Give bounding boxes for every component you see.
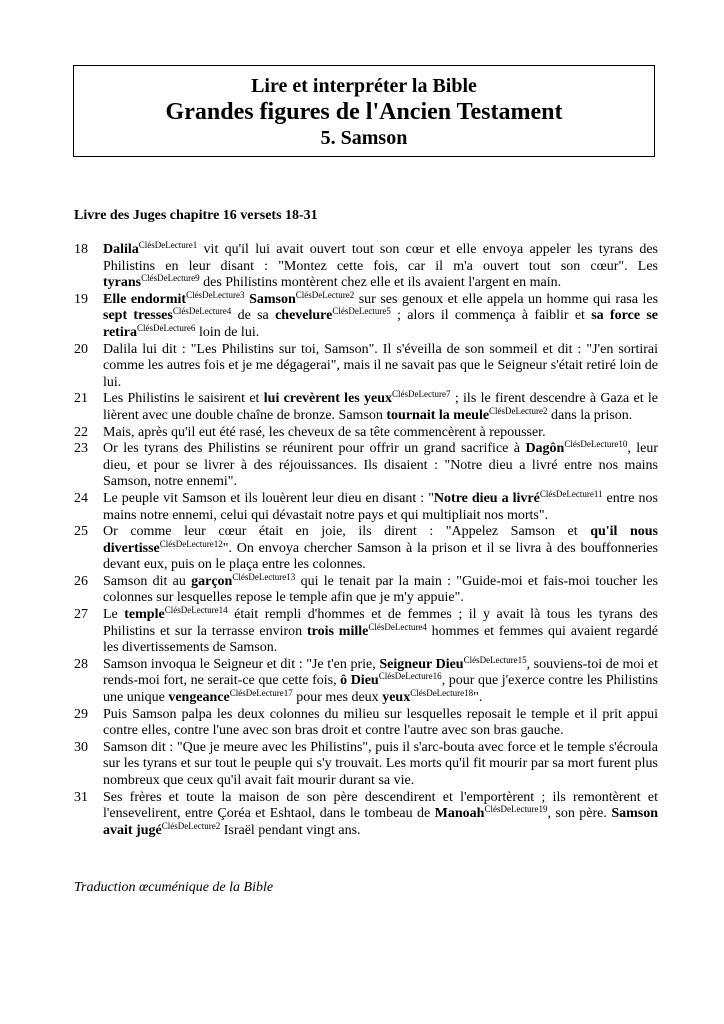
verse-text-segment: Samson invoqua le Seigneur et dit : "Je t'en prie,	[103, 656, 380, 672]
reading-key-reference: ClésDeLecture14	[164, 605, 228, 616]
verse-text-segment: hommes et femmes qui avaient regardé les divertissements de Samson.	[103, 623, 658, 656]
verse-text	[103, 391, 658, 424]
verse-text	[103, 740, 658, 790]
verse-26	[74, 571, 658, 607]
key-phrase: vengeance	[168, 690, 230, 706]
verse-text-segment: Israël pendant vingt ans.	[220, 822, 361, 838]
verse-text-segment: entre nos mains notre ennemi, celui qui dévastait notre pays et qui multipliait nos morts".	[103, 490, 658, 523]
reading-key-reference: ClésDeLecture9	[141, 273, 200, 284]
verse-number: 29	[74, 706, 88, 722]
verse-text-segment: Samson dit au	[103, 573, 192, 589]
verse-28	[74, 654, 659, 707]
verse-text-segment: Or les tyrans des Philistins se réunirent pour offrir un grand sacrifice à	[103, 441, 526, 457]
verse-number: 28	[74, 656, 88, 672]
verse-list	[74, 242, 658, 839]
verse-number: 24	[74, 490, 88, 506]
key-phrase: Elle endormit	[103, 291, 187, 307]
key-phrase: Dagôn	[525, 441, 565, 457]
verse-text	[103, 242, 658, 292]
verse-number: 30	[74, 739, 88, 755]
reading-key-reference: ClésDeLecture10	[564, 439, 628, 450]
verse-text-segment: Dalila lui dit : "Les Philistins sur toi, Samson". Il s'éveilla de son sommeil et dit : "J'en sortirai comme les autres fois et je me dégagerai", mais il ne savait pas que le Seigneur s'était retiré loin de lui.	[103, 341, 658, 390]
reading-key-reference: ClésDeLecture2	[489, 405, 548, 416]
verse-text	[103, 607, 658, 657]
verse-number: 23	[74, 441, 88, 457]
verse-number: 18	[74, 242, 88, 257]
verse-number: 20	[74, 341, 88, 357]
verse-29	[74, 707, 658, 740]
key-phrase: garçon	[191, 573, 233, 589]
verse-text-segment: était rempli d'hommes et de femmes ; il y avait là tous les tyrans des Philistins et sur la terrasse environ	[103, 607, 658, 639]
reading-key-reference: ClésDeLecture17	[229, 688, 293, 699]
key-phrase: tournait la meule	[386, 407, 490, 423]
verse-18	[74, 242, 658, 292]
verse-25	[74, 524, 658, 574]
reading-key-reference: ClésDeLecture4	[368, 621, 427, 632]
verse-text-segment: vit qu'il lui avait ouvert tout son cœur et elle envoya appeler les tyrans des Philistins en leur disant : "Montez cette fois, car il m'a ouvert tout son cœur". Les	[103, 242, 658, 274]
verse-text-segment: ". On envoya chercher Samson à la prison et il se livra à des bouffonneries devant eux, puis on le plaça entre les colonnes.	[103, 540, 658, 573]
reading-key-reference: ClésDeLecture15	[463, 654, 527, 665]
verse-text-segment: Le	[103, 607, 125, 623]
verse-text-segment: ; alors il commença à faiblir et	[390, 308, 592, 324]
verse-text-segment: , son père.	[547, 806, 612, 822]
reading-key-reference: ClésDeLecture12	[159, 538, 223, 549]
series-title: Lire et interpréter la Bible	[251, 75, 477, 97]
key-phrase: ô Dieu	[340, 673, 379, 689]
reading-key-reference: ClésDeLecture16	[378, 671, 442, 682]
verse-number: 19	[74, 291, 88, 307]
reading-key-reference: ClésDeLecture4	[172, 306, 232, 317]
reading-key-reference: ClésDeLecture2	[295, 289, 355, 300]
verse-27	[74, 607, 658, 657]
verse-number: 21	[74, 391, 88, 407]
title-box	[73, 65, 655, 157]
reading-key-reference: ClésDeLecture5	[332, 306, 391, 317]
verse-text-segment: , souviens-toi de moi et rends-moi fort, ne serait-ce que cette fois,	[103, 656, 659, 689]
verse-text	[103, 441, 658, 491]
key-phrase: sa force se retira	[103, 308, 658, 340]
reading-key-reference: ClésDeLecture11	[539, 488, 603, 499]
document-title: Grandes figures de l'Ancien Testament	[165, 99, 563, 125]
verse-text	[103, 289, 659, 342]
verse-20	[74, 342, 658, 392]
verse-text	[103, 524, 658, 574]
verse-text-segment: ".	[473, 690, 483, 706]
verse-text	[103, 488, 658, 524]
verse-text	[103, 571, 658, 607]
chapter-title: 5. Samson	[320, 127, 408, 149]
key-phrase: tyrans	[103, 275, 142, 291]
verse-31	[74, 790, 658, 840]
verse-number: 27	[74, 607, 88, 623]
verse-21	[74, 391, 658, 424]
verse-number: 25	[74, 524, 88, 540]
key-phrase: Dalila	[103, 242, 139, 257]
verse-text-segment: Samson dit : "Que je meure avec les Philistins", puis il s'arc-bouta avec force et le temple s'écroula sur les tyrans et sur tout le peuple qui s'y trouvait. Les morts qu'il fit mourir par sa mort furent plus nombreux que ceux qu'il avait fait mourir durant sa vie.	[103, 739, 658, 788]
reading-key-reference: ClésDeLecture6	[136, 322, 196, 333]
verse-text	[103, 342, 658, 392]
key-phrase: Notre dieu a livré	[433, 490, 540, 506]
translation-credit: Traduction œcuménique de la Bible	[74, 880, 274, 895]
verse-text-segment: Puis Samson palpa les deux colonnes du milieu sur lesquelles reposait le temple et il prit appui contre elles, contre l'une avec son bras droit et contre l'autre avec son bras gauche.	[103, 706, 658, 739]
key-phrase: lui crevèrent les yeux	[263, 391, 393, 407]
reading-key-reference: ClésDeLecture2	[161, 820, 221, 831]
verse-text-segment: , leur dieu, et pour se livrer à des réjouissances. Ils disaient : "Notre dieu a livré entre nos mains Samson, notre ennemi".	[103, 441, 659, 490]
verse-number: 31	[74, 789, 88, 805]
reading-key-reference: ClésDeLecture3	[186, 289, 245, 300]
verse-number: 22	[74, 424, 88, 440]
verse-text-segment: dans la prison.	[547, 407, 633, 423]
verse-text	[103, 790, 658, 840]
verse-text-segment: de sa	[231, 308, 276, 324]
verse-text	[103, 707, 658, 740]
key-phrase: trois mille	[307, 623, 369, 639]
key-phrase: Samson avait jugé	[103, 806, 658, 838]
key-phrase: sept tresses	[103, 308, 173, 324]
verse-text-segment: Mais, après qu'il eut été rasé, les cheveux de sa tête commencèrent à repousser.	[103, 424, 546, 440]
verse-text-segment: ; ils le firent descendre à Gaza et le lièrent avec une double chaîne de bronze. Samson	[103, 391, 658, 423]
verse-text-segment: pour mes deux	[292, 690, 383, 706]
verse-text-segment: Les Philistins le saisirent et	[103, 391, 264, 407]
key-phrase: Manoah	[434, 806, 485, 822]
verse-23	[74, 441, 658, 491]
key-phrase: chevelure	[275, 308, 333, 324]
verse-30	[74, 740, 658, 790]
key-phrase: Samson	[249, 291, 296, 307]
verse-text-segment: , pour que j'exerce contre les Philistins une unique	[103, 673, 658, 706]
reading-key-reference: ClésDeLecture7	[392, 389, 451, 400]
verse-text-segment: Le peuple vit Samson et ils louèrent leur dieu en disant : "	[103, 490, 434, 506]
verse-24	[74, 488, 658, 524]
reading-key-reference: ClésDeLecture1	[138, 240, 198, 250]
reading-key-reference: ClésDeLecture13	[232, 571, 296, 582]
reading-key-reference: ClésDeLecture19	[484, 804, 548, 815]
verse-19	[74, 289, 659, 342]
passage-reference: Livre des Juges chapitre 16 versets 18-31	[74, 208, 318, 223]
verse-text-segment: loin de lui.	[195, 324, 260, 340]
verse-text-segment: qui le tenait par la main : "Guide-moi et fais-moi toucher les colonnes sur lesquelles repose le temple afin que je m'y appuie".	[103, 573, 658, 606]
verse-text-segment: des Philistins montèrent chez elle et ils avaient l'argent en main.	[199, 275, 562, 291]
verse-text-segment: sur ses genoux et elle appela un homme qui rasa les	[354, 291, 659, 307]
key-phrase: yeux	[382, 690, 411, 706]
verse-text-segment: Ses frères et toute la maison de son père descendirent et l'emportèrent ; ils remontèrent et l'ensevelirent, entre Çoréa et Eshtaol, dans le tombeau de	[103, 789, 658, 822]
verse-number: 26	[74, 573, 88, 589]
key-phrase: temple	[124, 607, 165, 623]
reading-key-reference: ClésDeLecture18	[410, 688, 474, 699]
verse-text-segment: Or comme leur cœur était en joie, ils dirent : "Appelez Samson et	[103, 524, 591, 540]
verse-text	[103, 654, 659, 707]
key-phrase: qu'il nous divertisse	[103, 524, 658, 556]
key-phrase: Seigneur Dieu	[379, 656, 464, 672]
